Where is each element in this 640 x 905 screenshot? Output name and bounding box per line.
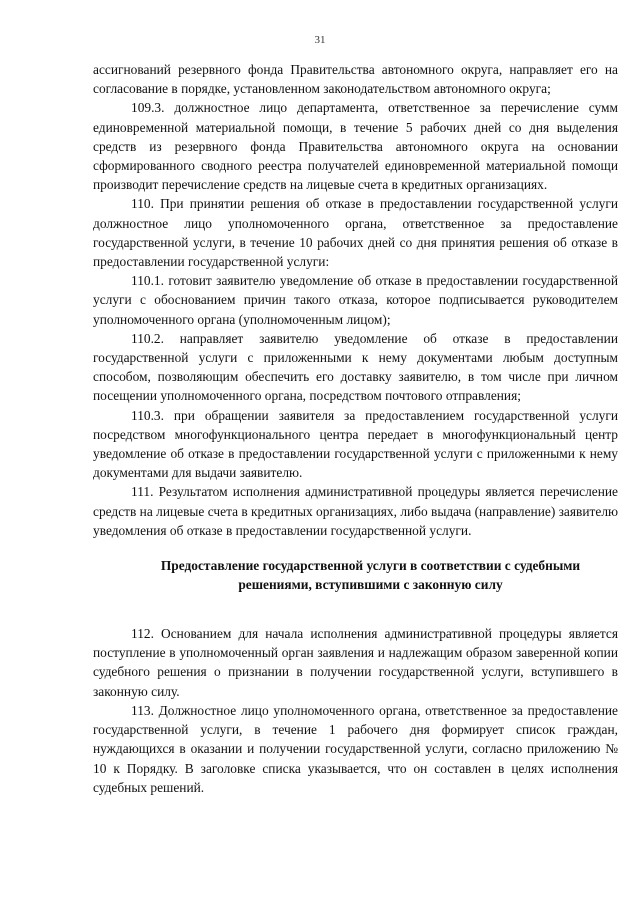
paragraph-110-2: 110.2. направляет заявителю уведомление об отказе в предоставлении государственной услуги с приложенными к нему документами любым доступным способом, позволяющим обеспечить его доставку заявителю, в том числе при личном посещении уполномоченного органа, посредством почтового отправления; xyxy=(93,330,618,404)
paragraph-113: 113. Должностное лицо уполномоченного органа, ответственное за предоставление государственной услуги, в течение 1 рабочего дня формирует список граждан, нуждающихся в оказании и получении государственной услуги, согласно приложению № 10 к Порядку. В заголовке списка указывается, что он составлен в целях исполнения судебных решений. xyxy=(93,702,618,795)
paragraph-110-3: 110.3. при обращении заявителя за предоставлением государственной услуги посредством многофункционального центра передает в многофункциональный центр уведомление об отказе в предоставлении государственной услуги с приложенными к нему документами для выдачи заявителю. xyxy=(93,407,618,481)
page-number: 31 xyxy=(314,34,326,46)
paragraph-110-1: 110.1. готовит заявителю уведомление об отказе в предоставлении государственной услуги с обоснованием причин такого отказа, которое подписывается руководителем уполномоченного органа (уполномоченным лицом); xyxy=(93,273,618,327)
paragraph-continuation: ассигнований резервного фонда Правительства автономного округа, направляет его на согласование в порядке, установленном законодательством автономного округа; xyxy=(93,62,618,97)
paragraph-111: 111. Результатом исполнения административной процедуры является перечисление средств на лицевые счета в кредитных организациях, либо выдача (направление) заявителю уведомления об отказе в предоставлении государственной услуги. xyxy=(93,484,618,538)
paragraph-112: 112. Основанием для начала исполнения административной процедуры является поступление в уполномоченный орган заявления и надлежащим образом заверенной копии судебного решения о признании в получении государственной услуги, вступившего в законную силу. xyxy=(93,626,618,699)
paragraph-109-3: 109.3. должностное лицо департамента, ответственное за перечисление сумм единовременной материальной помощи, в течение 5 рабочих дней со дня выделения средств из резервного фонда Правительства автономного округа на основании сформированного сводного реестра получателей единовременной материальной помощи производит перечисление средств на лицевые счета в кредитных организациях. xyxy=(93,100,618,193)
section-heading: Предоставление государственной услуги в соответствии с судебными решениями, вступившими с законную силу xyxy=(160,558,581,593)
document-body xyxy=(93,60,618,797)
paragraph-110: 110. При принятии решения об отказе в предоставлении государственной услуги должностное лицо уполномоченного органа, ответственное за предоставление государственной услуги, в течение 10 рабочих дней со дня принятия решения об отказе в предоставлении государственной услуги: xyxy=(93,196,618,270)
